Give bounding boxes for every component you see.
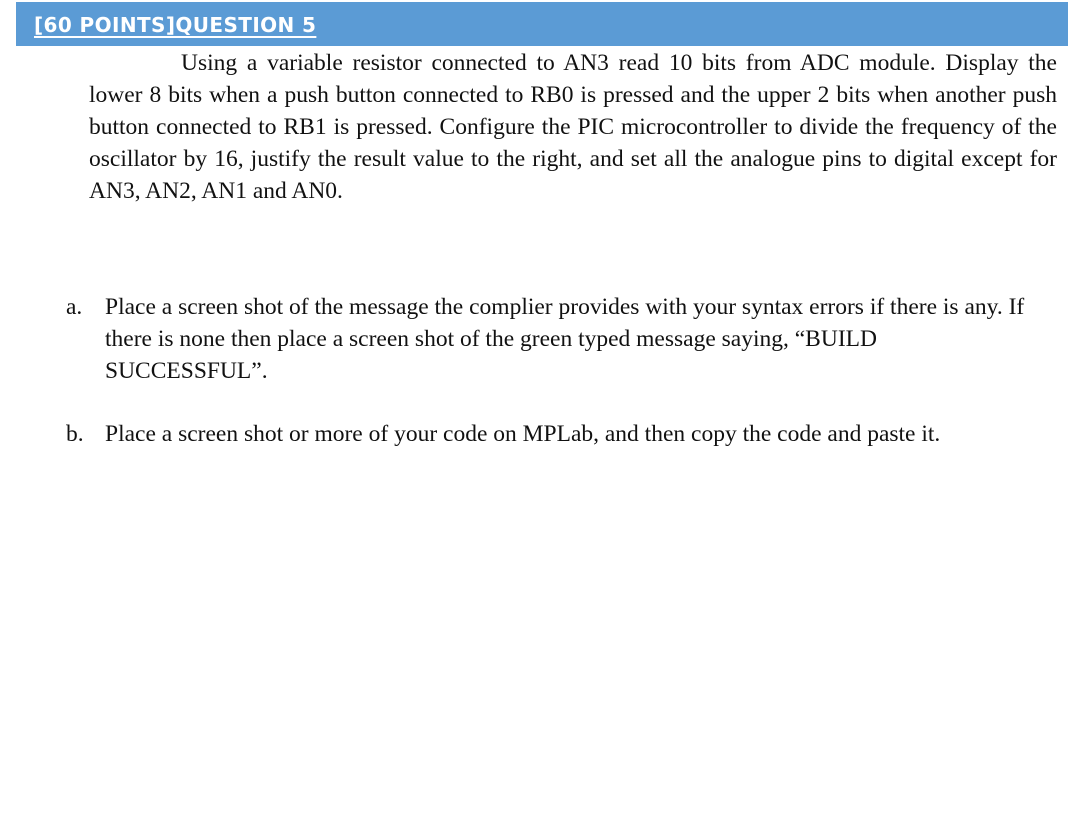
list-marker-b: b. <box>66 421 84 447</box>
list-a-line-1: Place a screen shot of the message the complier provides with your syntax errors if there is any. If <box>105 294 1025 320</box>
question-text: Using a variable resistor connected to AN3 read 10 bits from ADC module. Display the lower 8 bits when a push button connected to RB0 is pressed and the upper 2 bits when another push button connected to RB1 is pressed. Configure the PIC microcontroller to divide the frequency of the oscillator by 16, justify the result value to the right, and set all the analogue pins to digital except for AN3, AN2, AN1 and AN0. <box>89 50 1057 204</box>
list-text-a <box>105 291 1055 387</box>
list-a-line-2: there is none then place a screen shot of the green typed message saying, “BUILD <box>105 326 877 352</box>
question-header-bar <box>16 2 1068 46</box>
list-a-line-3: SUCCESSFUL”. <box>105 358 268 384</box>
list-text-b <box>105 418 1055 450</box>
question-header-title: [60 POINTS]QUESTION 5 <box>34 13 317 37</box>
list-marker-a: a. <box>66 294 83 320</box>
list-b-line-1: Place a screen shot or more of your code on MPLab, and then copy the code and paste it. <box>105 421 941 447</box>
